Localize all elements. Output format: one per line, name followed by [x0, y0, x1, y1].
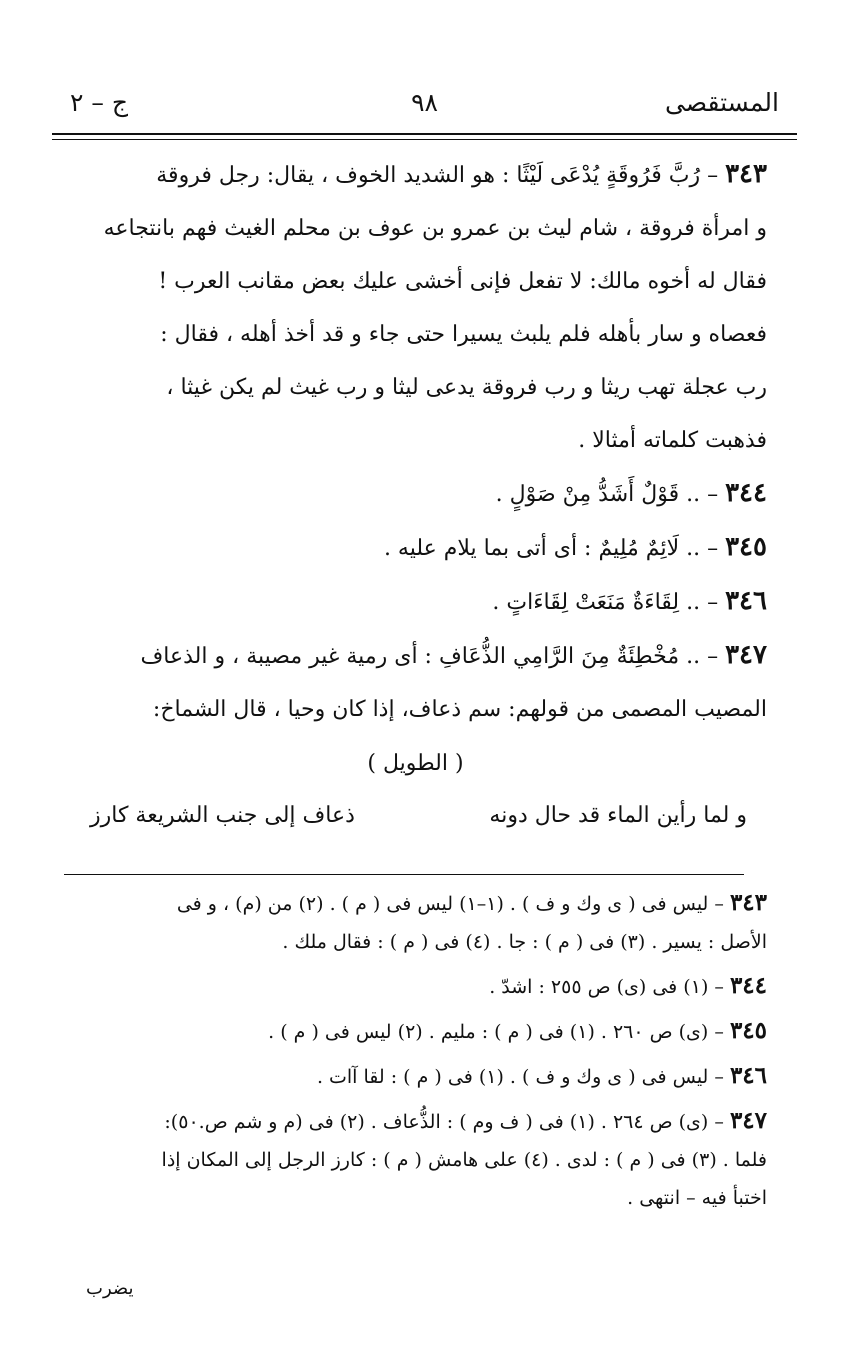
book-title: المستقصى	[664, 88, 779, 117]
entry-343-line-5: رب عجلة تهب ريثا و رب فروقة يدعى ليثا و رب غيث لم يكن غيثا ،	[166, 375, 767, 400]
entry-344: ٣٤٤ – .. قَوْلٌ أَشَدُّ مِنْ صَوْلٍ .	[495, 478, 767, 508]
entry-343-line-6: فذهبت كلماته أمثالا .	[578, 428, 767, 453]
running-header	[70, 88, 779, 128]
poetic-meter: ( الطويل )	[367, 751, 464, 776]
main-text	[64, 148, 767, 840]
entry-345: ٣٤٥ – .. لَائِمٌ مُلِيمٌ : أى أتى بما يلام عليه .	[383, 532, 767, 562]
entry-343-line-3: فقال له أخوه مالك: لا تفعل فإنى أخشى عليك بعض مقانب العرب !	[158, 269, 767, 294]
note-number: ٣٤٤	[729, 972, 767, 999]
note-347-line-3: اختبأ فيه – انتهى .	[627, 1187, 767, 1209]
header-rule-thick	[52, 133, 797, 135]
page-number: ٩٨	[411, 88, 438, 117]
entry-number: ٣٤٣	[725, 159, 767, 189]
note-number: ٣٤٣	[729, 889, 767, 916]
note-number: ٣٤٦	[729, 1062, 767, 1089]
entry-number: ٣٤٤	[725, 478, 767, 508]
entry-number: ٣٤٦	[725, 586, 767, 616]
entry-343-line-4: فعصاه و سار بأهله فلم يلبث يسيرا حتى جاء و قد أخذ أهله ، فقال :	[160, 322, 767, 347]
header-rule-thin	[52, 139, 797, 140]
entry-343-line-2: و امرأة فروقة ، شام ليث بن عمرو بن عوف بن محلم الغيث فهم بانتجاعه	[103, 216, 767, 241]
entry-347-line-2: المصيب المصمى من قولهم: سم ذعاف، إذا كان وحيا ، قال الشماخ:	[152, 697, 767, 722]
note-number: ٣٤٧	[729, 1107, 767, 1134]
verse-first-hemistich: و لما رأين الماء قد حال دونه	[489, 803, 747, 828]
volume-label: ج – ٢	[70, 88, 128, 117]
note-number: ٣٤٥	[729, 1017, 767, 1044]
entry-343-line-1: ٣٤٣ – رُبَّ فَرُوقَةٍ يُدْعَى لَيْثًا : هو الشديد الخوف ، يقال: رجل فروقة	[156, 159, 767, 189]
note-347-line-2: فلما . (٣) فى ( م ) : لدى . (٤) على هامش ( م ) : كارز الرجل إلى المكان إذا	[161, 1149, 767, 1171]
footnotes	[64, 884, 767, 1217]
note-347-line-1: ٣٤٧ – (ى) ص ٢٦٤ . (١) فى ( ف وم ) : الذُّعاف . (٢) فى (م و شم ص.٥٠):	[164, 1107, 767, 1134]
poem-verse	[64, 792, 767, 840]
note-345: ٣٤٥ – (ى) ص ٢٦٠ . (١) فى ( م ) : مليم . (٢) ليس فى ( م ) .	[268, 1017, 767, 1044]
note-346: ٣٤٦ – ليس فى ( ى وك و ف ) . (١) فى ( م ) : لقا آات .	[316, 1062, 767, 1089]
entry-number: ٣٤٥	[725, 532, 767, 562]
note-344: ٣٤٤ – (١) فى (ى) ص ٢٥٥ : اشدّ .	[489, 972, 767, 999]
verse-second-hemistich: ذعاف إلى جنب الشريعة كارز	[90, 803, 355, 828]
entry-347-line-1: ٣٤٧ – .. مُخْطِئَةٌ مِنَ الرَّامِي الذُّعَافِ : أى رمية غير مصيبة ، و الذعاف	[140, 640, 767, 670]
entry-number: ٣٤٧	[725, 640, 767, 670]
footnote-rule	[64, 874, 744, 875]
catchword: يضرب	[86, 1278, 134, 1299]
note-343-line-2: الأصل : يسير . (٣) فى ( م ) : جا . (٤) فى ( م ) : فقال ملك .	[282, 931, 767, 953]
entry-346: ٣٤٦ – .. لِقَاءَةٌ مَنَعَتْ لِقَاءَاتٍ .	[492, 586, 767, 616]
note-343-line-1: ٣٤٣ – ليس فى ( ى وك و ف ) . (١–١) ليس فى ( م ) . (٢) من (م) ، و فى	[176, 889, 767, 916]
